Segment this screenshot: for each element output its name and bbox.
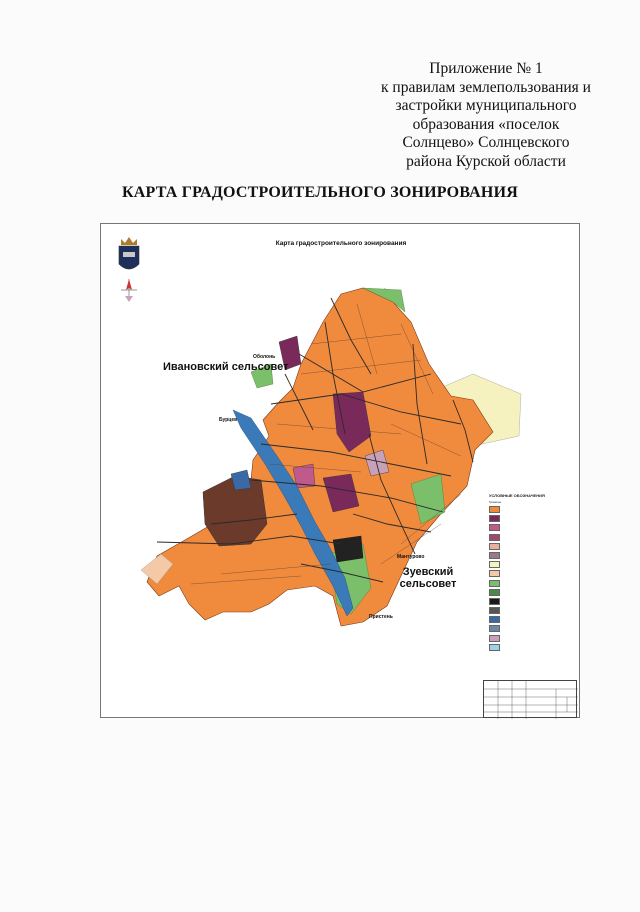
place-label-obolon: Оболонь [253,354,276,360]
caption-line: образования «поселок [412,115,560,133]
special-zone [333,536,363,562]
legend-item [489,506,575,513]
caption-line: застройки муниципального [395,97,577,114]
place-label-mantirovo: Мантурово [397,554,425,560]
legend-swatch [489,607,500,614]
legend-item [489,580,575,587]
legend-swatch [489,644,500,651]
legend-item [489,589,575,596]
title-block-stamp [483,680,577,718]
area-label-ivanovsky: Ивановский сельсовет [163,361,289,373]
legend-swatch [489,598,500,605]
map-sheet [100,223,580,718]
legend-item [489,598,575,605]
place-label-pristen: Пристень [369,614,393,620]
legend-item [489,534,575,541]
caption-line: района Курской области [406,152,566,170]
legend-item [489,543,575,550]
compass-rose-icon [121,279,137,302]
legend-swatch [489,589,500,596]
legend-item [489,644,575,651]
legend-item [489,570,575,577]
page-title: КАРТА ГРАДОСТРОИТЕЛЬНОГО ЗОНИРОВАНИЯ [122,184,518,201]
caption-line: Приложение № 1 [429,60,543,77]
legend-swatch [489,635,500,642]
legend-item [489,616,575,623]
document-caption [355,60,617,171]
area-label-zuevsky: Зуевский сельсовет [399,566,457,590]
legend-swatch [489,506,500,513]
legend-item [489,625,575,632]
legend-item [489,524,575,531]
legend-item [489,515,575,522]
legend-swatch [489,543,500,550]
map-legend [489,494,575,653]
legend-rows [489,506,575,651]
legend-swatch [489,625,500,632]
legend-swatch [489,552,500,559]
legend-title: УСЛОВНЫЕ ОБОЗНАЧЕНИЯ [489,493,545,498]
legend-swatch [489,580,500,587]
caption-line: к правилам землепользования и [381,78,591,96]
map-sheet-title: Карта градостроительного зонирования [275,240,407,247]
legend-subtitle: Границы [489,499,501,504]
title-block-grid [484,681,578,719]
legend-item [489,561,575,568]
caption-line: Солнцево» Солнцевского [402,134,570,151]
legend-item [489,552,575,559]
legend-swatch [489,515,500,522]
legend-swatch [489,534,500,541]
legend-item [489,607,575,614]
legend-item [489,635,575,642]
legend-swatch [489,616,500,623]
legend-swatch [489,561,500,568]
legend-swatch [489,570,500,577]
legend-swatch [489,524,500,531]
place-label-burtsev: Бурцев [219,417,238,423]
